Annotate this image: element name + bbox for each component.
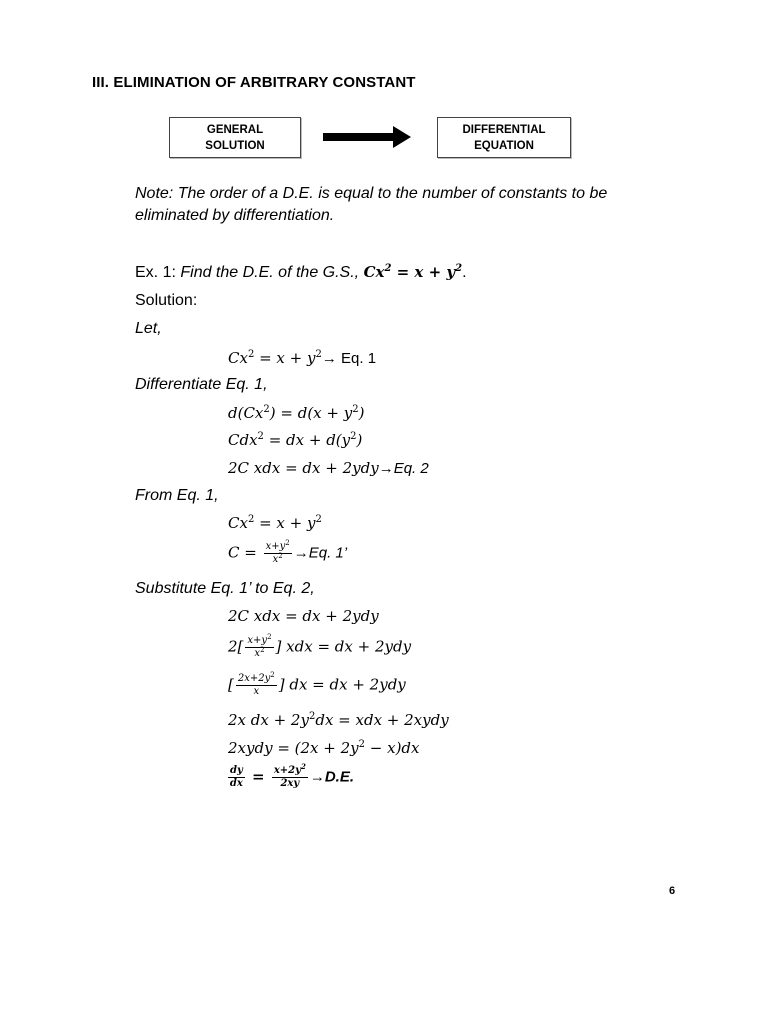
c-fraction: $\frac{x+y^2}{x^2}$: [265, 539, 290, 565]
arrow-icon: →: [309, 768, 325, 786]
eq1-prime-tag: Eq. 1’: [308, 544, 348, 562]
differential-equation-line2: EQUATION: [474, 139, 534, 152]
eq1-line: $Cx^2 = x + y^2\to Eq$. 1: [228, 349, 377, 367]
let-label: Let,: [135, 320, 162, 337]
arrow-icon: →: [378, 460, 394, 477]
differentiate-label: Differentiate Eq. 1,: [135, 376, 268, 393]
example-prefix: Ex. 1:: [135, 264, 181, 281]
eq1-tag: Eq. 1: [336, 350, 377, 367]
subst-fraction-1: $\frac{x+y^2}{x^2}$: [247, 633, 272, 659]
differential-equation-line1: DIFFERENTIAL: [462, 123, 546, 136]
differential-equation-box: [437, 117, 571, 158]
general-solution-line1: GENERAL: [206, 123, 264, 136]
subst-line-5: 2xydy = $(2x + 2y^2 - x)dx$: [228, 739, 420, 757]
general-solution-box: [169, 117, 301, 158]
example-statement: Ex. 1: Find the D.E. of the G.S., $Cx^2 = x + y^2$.: [135, 263, 467, 281]
page-number: 6: [669, 885, 676, 897]
diff-line-2: Cdx$^2$ = dx + $d(y^2)$: [228, 431, 363, 449]
subst-line-3: [ $\frac{2x+2y^2}{x}$ ] dx = dx + 2ydy: [228, 671, 406, 697]
note-line-1: Note: The order of a D.E. is equal to the number of constants to be: [135, 185, 608, 202]
solution-label: Solution:: [135, 292, 198, 309]
general-solution-line2: SOLUTION: [205, 139, 265, 152]
from-eq1-label: From Eq. 1,: [135, 487, 219, 504]
eq2-tag: Eq. 2: [393, 460, 429, 477]
diff-line-1: $d(Cx^2) = d(x + y^2)$: [228, 404, 365, 422]
section-heading: III. ELIMINATION OF ARBITRARY CONSTANT: [92, 74, 416, 91]
arrow-icon: →: [321, 350, 337, 367]
from-line-1: $Cx^2 = x + y^2$: [228, 514, 322, 532]
final-de: $\frac{dy}{dx}$ = $\frac{x+2y^2}{2xy}$ →D.E.: [229, 762, 354, 789]
subst-line-2: 2[ $\frac{x+y^2}{x^2}$ ] xdx = dx + 2ydy: [228, 633, 412, 659]
subst-line-4: 2x dx + $2y^2dx$ = xdx + 2xydy: [228, 711, 449, 729]
final-fraction: $\frac{x+2y^2}{2xy}$: [273, 762, 306, 789]
subst-line-1: 2C xdx = dx + 2ydy: [228, 607, 379, 625]
flow-arrow-icon: [323, 126, 411, 148]
subst-fraction-2: $\frac{2x+2y^2}{x}$: [237, 671, 275, 697]
substitute-label: Substitute Eq. 1’ to Eq. 2,: [135, 580, 315, 597]
note-line-2: eliminated by differentiation.: [135, 207, 335, 224]
gs-equation: $Cx^2 = x + y^2$: [363, 263, 463, 281]
example-text: Find the D.E. of the G.S.,: [180, 264, 364, 281]
dy-dx-fraction: $\frac{dy}{dx}$: [229, 765, 243, 789]
diff-line-3: 2C xdx = dx + 2ydy→Eq. 2: [228, 459, 429, 477]
c-equation: C = $\frac{x+y^2}{x^2}$ →Eq. 1’: [228, 539, 348, 565]
de-tag: D.E.: [324, 768, 354, 786]
arrow-icon: →: [293, 544, 309, 562]
